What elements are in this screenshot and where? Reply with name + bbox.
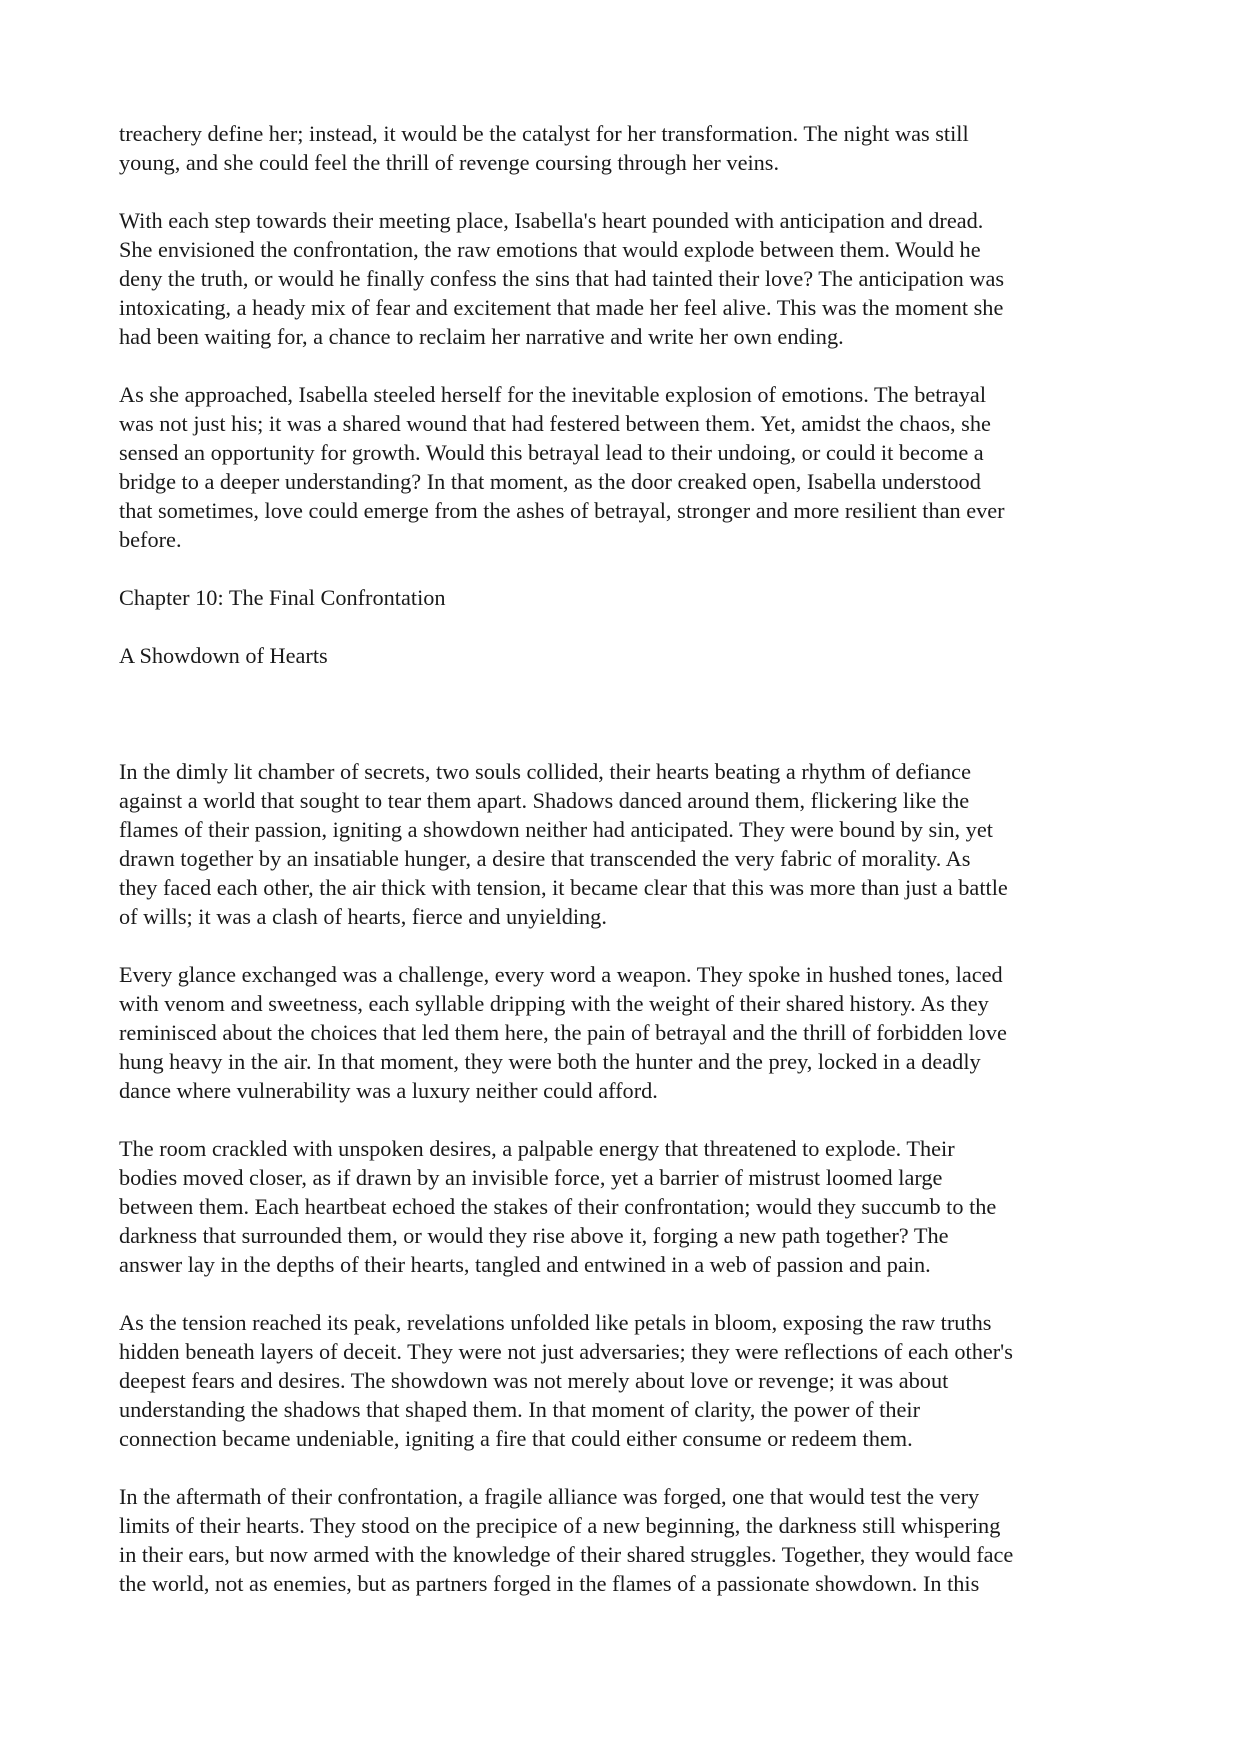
text-line: As the tension reached its peak, revelations unfolded like petals in bloom, exposing the raw truths [119, 1310, 992, 1335]
text-line: treachery define her; instead, it would be the catalyst for her transformation. The night was still [119, 121, 969, 146]
text-line: that sometimes, love could emerge from the ashes of betrayal, stronger and more resilient than ever [119, 498, 1005, 523]
text-line: against a world that sought to tear them apart. Shadows danced around them, flickering like the [119, 788, 970, 813]
page-body [119, 119, 1129, 1627]
text-line: In the dimly lit chamber of secrets, two souls collided, their hearts beating a rhythm of defiance [119, 759, 971, 784]
text-line: With each step towards their meeting place, Isabella's heart pounded with anticipation and dread. [119, 208, 984, 233]
text-line: She envisioned the confrontation, the raw emotions that would explode between them. Would he [119, 237, 981, 262]
text-line: in their ears, but now armed with the knowledge of their shared struggles. Together, they would face [119, 1542, 1014, 1567]
text-line: limits of their hearts. They stood on the precipice of a new beginning, the darkness still whispering [119, 1513, 1001, 1538]
paragraph [119, 1308, 1129, 1453]
text-line: was not just his; it was a shared wound that had festered between them. Yet, amidst the chaos, she [119, 411, 991, 436]
blank-space [119, 699, 1129, 757]
chapter-subtitle: A Showdown of Hearts [119, 643, 328, 668]
paragraph [119, 380, 1129, 554]
text-line: hung heavy in the air. In that moment, they were both the hunter and the prey, locked in a deadly [119, 1049, 981, 1074]
text-line: sensed an opportunity for growth. Would this betrayal lead to their undoing, or could it become a [119, 440, 984, 465]
paragraphs-before-heading [119, 119, 1129, 554]
text-line: hidden beneath layers of deceit. They were not just adversaries; they were reflections of each other's [119, 1339, 1013, 1364]
paragraphs-after-heading [119, 757, 1129, 1598]
chapter-heading: Chapter 10: The Final Confrontation [119, 585, 446, 610]
paragraph [119, 206, 1129, 351]
text-line: deny the truth, or would he finally confess the sins that had tainted their love? The anticipation was [119, 266, 1005, 291]
text-line: darkness that surrounded them, or would they rise above it, forging a new path together? The [119, 1223, 949, 1248]
text-line: bridge to a deeper understanding? In that moment, as the door creaked open, Isabella understood [119, 469, 981, 494]
text-line: drawn together by an insatiable hunger, a desire that transcended the very fabric of morality. As [119, 846, 971, 871]
text-line: connection became undeniable, igniting a fire that could either consume or redeem them. [119, 1426, 913, 1451]
text-line: dance where vulnerability was a luxury neither could afford. [119, 1078, 658, 1103]
paragraph [119, 119, 1129, 177]
text-line: understanding the shadows that shaped them. In that moment of clarity, the power of their [119, 1397, 921, 1422]
paragraph [119, 1482, 1129, 1598]
text-line: In the aftermath of their confrontation, a fragile alliance was forged, one that would test the very [119, 1484, 980, 1509]
text-line: between them. Each heartbeat echoed the stakes of their confrontation; would they succumb to the [119, 1194, 997, 1219]
text-line: deepest fears and desires. The showdown was not merely about love or revenge; it was about [119, 1368, 949, 1393]
paragraph [119, 757, 1129, 931]
paragraph [119, 1134, 1129, 1279]
text-line: reminisced about the choices that led them here, the pain of betrayal and the thrill of forbidden love [119, 1020, 1007, 1045]
text-line: The room crackled with unspoken desires, a palpable energy that threatened to explode. Their [119, 1136, 955, 1161]
text-line: intoxicating, a heady mix of fear and excitement that made her feel alive. This was the moment she [119, 295, 1004, 320]
text-line: bodies moved closer, as if drawn by an invisible force, yet a barrier of mistrust loomed large [119, 1165, 943, 1190]
text-line: of wills; it was a clash of hearts, fierce and unyielding. [119, 904, 607, 929]
text-line: Every glance exchanged was a challenge, every word a weapon. They spoke in hushed tones, laced [119, 962, 1003, 987]
text-line: As she approached, Isabella steeled herself for the inevitable explosion of emotions. The betrayal [119, 382, 987, 407]
text-line: before. [119, 527, 182, 552]
text-line: had been waiting for, a chance to reclaim her narrative and write her own ending. [119, 324, 844, 349]
paragraph [119, 960, 1129, 1105]
text-line: answer lay in the depths of their hearts, tangled and entwined in a web of passion and pain. [119, 1252, 931, 1277]
text-line: they faced each other, the air thick with tension, it became clear that this was more than just a battle [119, 875, 1008, 900]
text-line: with venom and sweetness, each syllable dripping with the weight of their shared history. As they [119, 991, 989, 1016]
text-line: young, and she could feel the thrill of revenge coursing through her veins. [119, 150, 780, 175]
text-line: the world, not as enemies, but as partners forged in the flames of a passionate showdown. In this [119, 1571, 980, 1596]
text-line: flames of their passion, igniting a showdown neither had anticipated. They were bound by sin, yet [119, 817, 993, 842]
